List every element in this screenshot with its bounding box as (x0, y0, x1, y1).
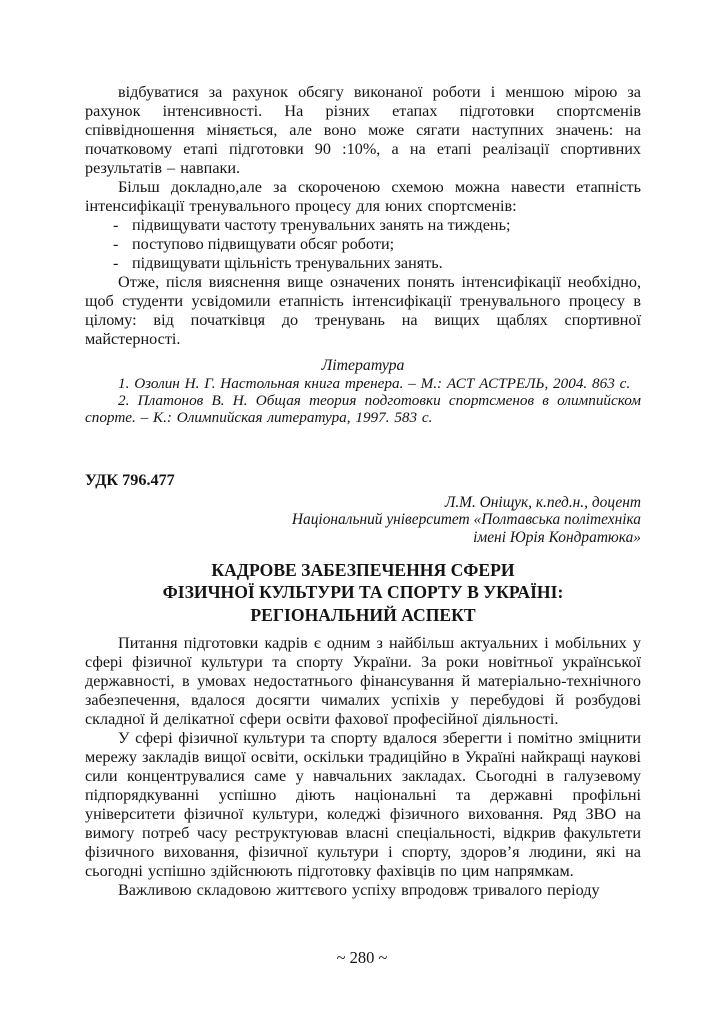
list-item-text: підвищувати щільність тренувальних занять. (132, 254, 443, 272)
author-line: імені Юрія Кондратюка» (473, 528, 641, 546)
author-line: Л.М. Оніщук, к.пед.н., доцент (444, 493, 641, 511)
paragraph-continuation: відбуватися за рахунок обсягу виконаної роботи і меншою мірою за рахунок інтенсивності. На різних етапах підготовки спортсменів співвідношення міняється, але воно може сягати наступних значень: на початковому етапі підготовки 90 :10%, а на етапі реалізації спортивних результатів – навпаки. (85, 83, 641, 177)
list-item-text: поступово підвищувати обсяг роботи; (132, 235, 395, 253)
list-item (85, 216, 641, 235)
author-block (85, 494, 641, 546)
literature-heading: Література (321, 357, 405, 374)
list-training-steps (85, 216, 641, 273)
paragraph-intro: Питання підготовки кадрів є одним з найбільш актуальних і мобільних у сфері фізичної культури та спорту України. За роки новітньої української державності, в умовах недостатнього фінансування й матеріально-технічного забезпечення, вдалося досягти чималих успіхів у перебудові й розбудові складної й делікатної сфери освіти фахової професійної діяльності. (85, 634, 641, 729)
dash-marker: - (113, 235, 119, 253)
paragraph-scheme-intro: Більш докладно,але за скороченою схемою можна навести етапність інтенсифікації тренувального процесу для юних спортсменів: (85, 178, 641, 215)
page-content (85, 83, 641, 900)
title-line: КАДРОВЕ ЗАБЕЗПЕЧЕННЯ СФЕРИ (211, 559, 515, 580)
list-item (85, 235, 641, 254)
reference-item: 2. Платонов В. Н. Общая теория подготовки спортсменов в олимпийском спорте. – К.: Олимпийская литература, 1997. 583 с. (85, 391, 641, 427)
paragraph-conclusion: Отже, після вияснення вище означених понять інтенсифікації необхідно, щоб студенти усвідомили етапність інтенсифікації тренувального процесу в цілому: від початківця до тренувань на вищих щаблях спортивної майстерності. (85, 273, 641, 348)
list-item-text: підвищувати частоту тренувальних занять на тиждень; (132, 216, 511, 234)
list-item (85, 254, 641, 273)
reference-item: 1. Озолин Н. Г. Настольная книга тренера. – М.: АСТ АСТРЕЛЬ, 2004. 863 с. (118, 374, 631, 392)
title-line: ФІЗИЧНОЇ КУЛЬТУРИ ТА СПОРТУ В УКРАЇНІ: (162, 582, 564, 603)
title-line: РЕГІОНАЛЬНИЙ АСПЕКТ (250, 604, 476, 625)
dash-marker: - (113, 254, 119, 272)
new-article-start (85, 471, 641, 901)
paragraph-final-line: Важливою складовою життєвого успіху впродовж тривалого періоду (118, 881, 600, 900)
author-line: Національний університет «Полтавська політехніка (291, 511, 641, 529)
page-number: ~ 280 ~ (336, 948, 388, 967)
dash-marker: - (113, 216, 119, 234)
article-title (85, 559, 641, 627)
previous-article-end (85, 83, 641, 427)
udc-code: УДК 796.477 (85, 470, 175, 489)
paragraph-network: У сфері фізичної культури та спорту вдалося зберегти і помітно зміцнити мережу закладів вищої освіти, оскільки традиційно в Україні найкращі наукові сили концентрувалися саме у навчальних закладах. Сьогодні в галузевому підпорядкуванні успішно діють національні та державні профільні університети фізичної культури, коледжі фізичного виховання. Ряд ЗВО на вимогу потреб часу реструктуював власні спеціальності, відкрив факультети фізичного виховання, фізичної культури і спорту, здоров’я людини, які на сьогодні успішно здійснюють підготовку фахівців по цим напрямкам. (85, 729, 641, 881)
